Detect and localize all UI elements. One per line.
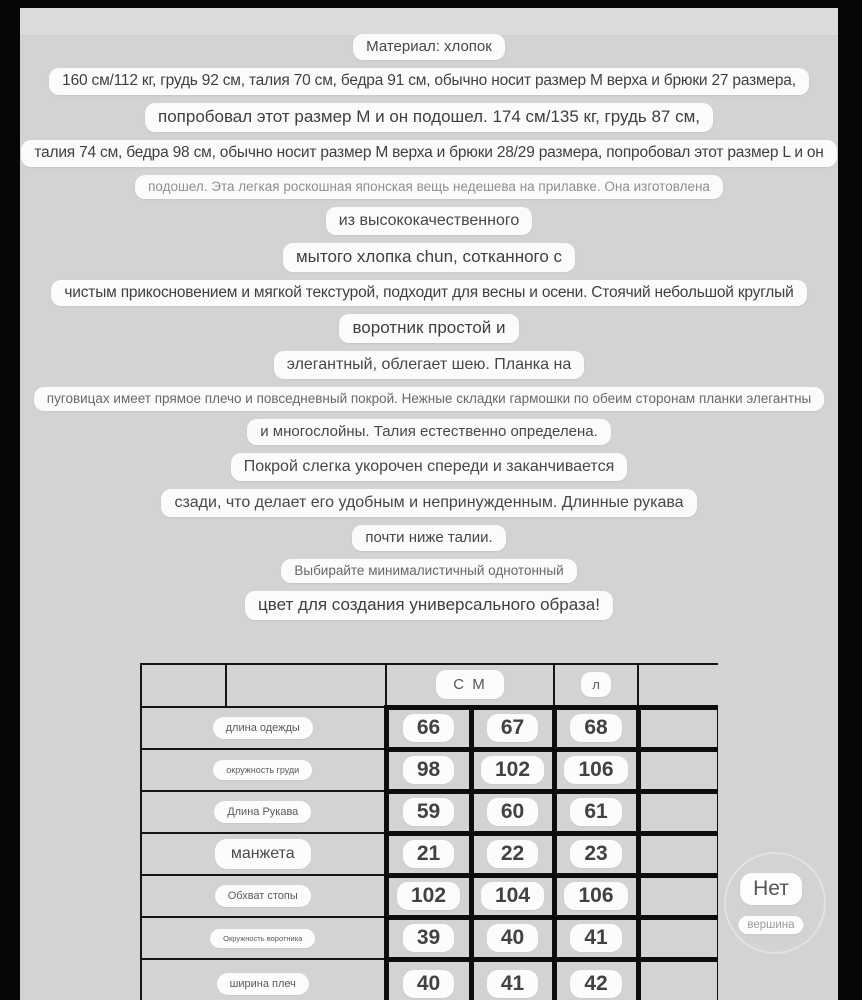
description-line: из высококачественного bbox=[326, 207, 533, 235]
value-cell bbox=[471, 833, 554, 875]
table-row bbox=[141, 959, 718, 1000]
description-line: и многослойны. Талия естественно определена. bbox=[247, 419, 611, 445]
description-line: элегантный, облегает шею. Планка на bbox=[274, 351, 584, 379]
size-value: 40 bbox=[403, 970, 454, 998]
value-cell bbox=[554, 791, 638, 833]
value-cell bbox=[554, 833, 638, 875]
table-row bbox=[141, 749, 718, 791]
size-value: 41 bbox=[487, 970, 538, 998]
value-cell bbox=[386, 749, 471, 791]
value-cell bbox=[554, 875, 638, 917]
empty-cell bbox=[638, 707, 718, 749]
value-cell bbox=[471, 917, 554, 959]
description-line: 160 см/112 кг, грудь 92 см, талия 70 см, бедра 91 см, обычно носит размер М верха и брюки 27 размера, bbox=[49, 68, 809, 95]
size-table bbox=[140, 663, 718, 1000]
value-cell bbox=[471, 749, 554, 791]
header-empty-cell bbox=[638, 664, 718, 707]
empty-cell bbox=[638, 959, 718, 1000]
header-size-sm-cell bbox=[386, 664, 554, 707]
empty-cell bbox=[638, 833, 718, 875]
description-line: чистым прикосновением и мягкой текстурой, подходит для весны и осени. Стоячий небольшой круглый bbox=[51, 280, 806, 307]
page-background bbox=[20, 8, 838, 1000]
size-value: 22 bbox=[487, 840, 538, 868]
header-spacer-cell bbox=[141, 664, 226, 707]
description-line: Материал: хлопок bbox=[353, 34, 505, 60]
description-line: Покрой слегка укорочен спереди и заканчивается bbox=[231, 453, 627, 481]
size-value: 21 bbox=[403, 840, 454, 868]
value-cell bbox=[386, 707, 471, 749]
table-header-row bbox=[141, 664, 718, 707]
value-cell bbox=[471, 875, 554, 917]
watermark-text-primary: Нет bbox=[740, 873, 802, 905]
size-value: 106 bbox=[564, 882, 627, 910]
size-value: 68 bbox=[570, 714, 621, 742]
size-value: 104 bbox=[481, 882, 544, 910]
value-cell bbox=[386, 875, 471, 917]
description-line: цвет для создания универсального образа! bbox=[245, 591, 613, 620]
size-value: 106 bbox=[564, 756, 627, 784]
row-label-cell bbox=[141, 917, 386, 959]
value-cell bbox=[471, 707, 554, 749]
description-line: пуговицах имеет прямое плечо и повседневный покрой. Нежные складки гармошки по обеим сторонам планки элегантны bbox=[34, 387, 824, 411]
value-cell bbox=[471, 791, 554, 833]
watermark-text-secondary: вершина bbox=[738, 916, 803, 934]
row-label-cell bbox=[141, 959, 386, 1000]
value-cell bbox=[554, 917, 638, 959]
row-label-cell bbox=[141, 833, 386, 875]
empty-cell bbox=[638, 749, 718, 791]
description-line: мытого хлопка chun, сотканного с bbox=[283, 243, 575, 272]
row-label: Длина Рукава bbox=[214, 801, 311, 823]
size-value: 67 bbox=[487, 714, 538, 742]
row-label-cell bbox=[141, 749, 386, 791]
description-line: Выбирайте минималистичный однотонный bbox=[281, 559, 576, 583]
header-size-l-cell bbox=[554, 664, 638, 707]
value-cell bbox=[554, 959, 638, 1000]
row-label: длина одежды bbox=[213, 717, 313, 739]
product-description bbox=[20, 8, 838, 628]
size-value: 61 bbox=[570, 798, 621, 826]
size-value: 41 bbox=[570, 924, 621, 952]
size-header-l: л bbox=[581, 672, 611, 697]
value-cell bbox=[471, 959, 554, 1000]
size-header-s-m: С М bbox=[436, 670, 504, 699]
size-value: 60 bbox=[487, 798, 538, 826]
row-label: манжета bbox=[215, 839, 311, 869]
value-cell bbox=[386, 959, 471, 1000]
empty-cell bbox=[638, 875, 718, 917]
table-row bbox=[141, 875, 718, 917]
size-value: 102 bbox=[397, 882, 460, 910]
size-value: 102 bbox=[481, 756, 544, 784]
value-cell bbox=[386, 917, 471, 959]
empty-cell bbox=[638, 791, 718, 833]
row-label: Обхват стопы bbox=[215, 885, 311, 907]
description-line: подошел. Эта легкая роскошная японская вещь недешева на прилавке. Она изготовлена bbox=[135, 175, 723, 199]
description-line: сзади, что делает его удобным и непринужденным. Длинные рукава bbox=[161, 489, 696, 517]
table-row bbox=[141, 917, 718, 959]
size-value: 98 bbox=[403, 756, 454, 784]
table-row bbox=[141, 791, 718, 833]
row-label-cell bbox=[141, 791, 386, 833]
size-value: 42 bbox=[570, 970, 621, 998]
size-value: 23 bbox=[570, 840, 621, 868]
size-value: 59 bbox=[403, 798, 454, 826]
header-label-cell bbox=[226, 664, 386, 707]
row-label: Окружность воротника bbox=[210, 929, 315, 948]
row-label: окружность груди bbox=[213, 760, 312, 780]
table-row bbox=[141, 833, 718, 875]
value-cell bbox=[386, 791, 471, 833]
size-value: 66 bbox=[403, 714, 454, 742]
size-value: 40 bbox=[487, 924, 538, 952]
row-label: ширина плеч bbox=[217, 973, 309, 995]
size-value: 39 bbox=[403, 924, 454, 952]
description-line: почти ниже талии. bbox=[352, 525, 505, 551]
description-line: воротник простой и bbox=[339, 314, 518, 343]
table-row bbox=[141, 707, 718, 749]
description-line: попробовал этот размер М и он подошел. 174 см/135 кг, грудь 87 см, bbox=[145, 103, 713, 132]
value-cell bbox=[386, 833, 471, 875]
row-label-cell bbox=[141, 875, 386, 917]
row-label-cell bbox=[141, 707, 386, 749]
empty-cell bbox=[638, 917, 718, 959]
value-cell bbox=[554, 707, 638, 749]
value-cell bbox=[554, 749, 638, 791]
description-line: талия 74 см, бедра 98 см, обычно носит размер М верха и брюки 28/29 размера, попробовал этот размер L и он bbox=[21, 140, 836, 167]
